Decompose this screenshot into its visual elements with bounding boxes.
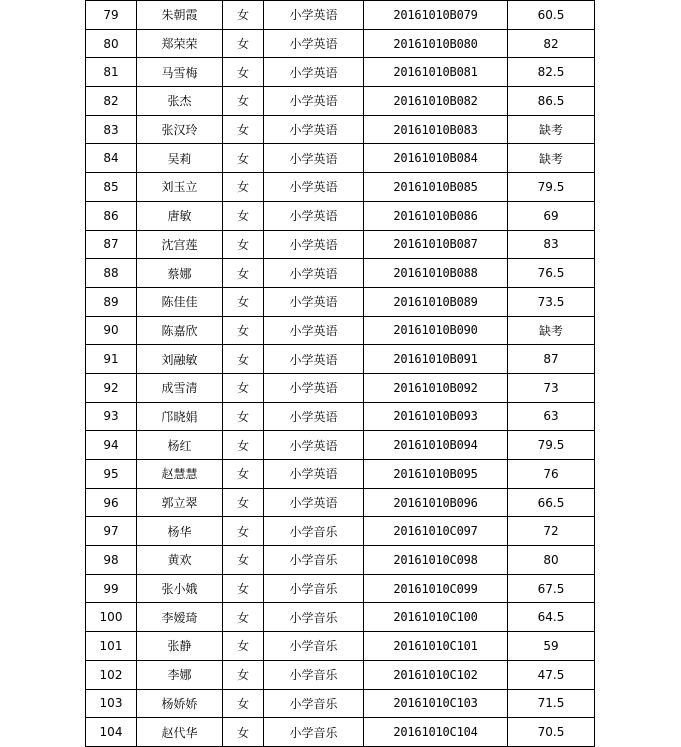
- subject-cell: 小学英语: [264, 201, 364, 230]
- row-number-cell: 103: [86, 689, 137, 718]
- score-cell: 86.5: [508, 87, 595, 116]
- gender-cell: 女: [223, 546, 264, 575]
- subject-cell: 小学音乐: [264, 689, 364, 718]
- name-cell: 陈嘉欣: [137, 316, 223, 345]
- exam-id-cell: 20161010B082: [364, 87, 508, 116]
- table-row: [86, 316, 595, 345]
- table-row: [86, 431, 595, 460]
- row-number-cell: 96: [86, 488, 137, 517]
- gender-cell: 女: [223, 603, 264, 632]
- name-cell: 成雪清: [137, 373, 223, 402]
- subject-cell: 小学音乐: [264, 574, 364, 603]
- exam-id-cell: 20161010C102: [364, 660, 508, 689]
- gender-cell: 女: [223, 115, 264, 144]
- subject-cell: 小学英语: [264, 373, 364, 402]
- subject-cell: 小学音乐: [264, 603, 364, 632]
- name-cell: 吴莉: [137, 144, 223, 173]
- subject-cell: 小学音乐: [264, 718, 364, 747]
- gender-cell: 女: [223, 316, 264, 345]
- gender-cell: 女: [223, 1, 264, 30]
- name-cell: 郑荣荣: [137, 29, 223, 58]
- table-row: [86, 115, 595, 144]
- row-number-cell: 97: [86, 517, 137, 546]
- row-number-cell: 99: [86, 574, 137, 603]
- gender-cell: 女: [223, 345, 264, 374]
- score-cell: 69: [508, 201, 595, 230]
- score-cell: 76.5: [508, 259, 595, 288]
- score-cell: 67.5: [508, 574, 595, 603]
- exam-id-cell: 20161010B083: [364, 115, 508, 144]
- subject-cell: 小学英语: [264, 58, 364, 87]
- gender-cell: 女: [223, 689, 264, 718]
- gender-cell: 女: [223, 173, 264, 202]
- gender-cell: 女: [223, 431, 264, 460]
- row-number-cell: 95: [86, 460, 137, 489]
- subject-cell: 小学英语: [264, 488, 364, 517]
- name-cell: 张汉玲: [137, 115, 223, 144]
- exam-id-cell: 20161010B089: [364, 287, 508, 316]
- table-row: [86, 546, 595, 575]
- exam-id-cell: 20161010B088: [364, 259, 508, 288]
- row-number-cell: 104: [86, 718, 137, 747]
- exam-id-cell: 20161010B080: [364, 29, 508, 58]
- subject-cell: 小学英语: [264, 402, 364, 431]
- table-row: [86, 603, 595, 632]
- score-cell: 83: [508, 230, 595, 259]
- table-row: [86, 718, 595, 747]
- row-number-cell: 91: [86, 345, 137, 374]
- gender-cell: 女: [223, 373, 264, 402]
- exam-id-cell: 20161010B081: [364, 58, 508, 87]
- subject-cell: 小学英语: [264, 29, 364, 58]
- name-cell: 张小娥: [137, 574, 223, 603]
- subject-cell: 小学英语: [264, 431, 364, 460]
- table-row: [86, 402, 595, 431]
- score-table-body: [86, 1, 595, 747]
- score-cell: 80: [508, 546, 595, 575]
- exam-id-cell: 20161010B094: [364, 431, 508, 460]
- row-number-cell: 87: [86, 230, 137, 259]
- exam-id-cell: 20161010B085: [364, 173, 508, 202]
- row-number-cell: 85: [86, 173, 137, 202]
- exam-id-cell: 20161010C101: [364, 632, 508, 661]
- name-cell: 唐敏: [137, 201, 223, 230]
- exam-id-cell: 20161010C100: [364, 603, 508, 632]
- name-cell: 邝晓娟: [137, 402, 223, 431]
- subject-cell: 小学英语: [264, 173, 364, 202]
- table-row: [86, 287, 595, 316]
- table-row: [86, 488, 595, 517]
- exam-id-cell: 20161010B086: [364, 201, 508, 230]
- gender-cell: 女: [223, 144, 264, 173]
- score-cell: 72: [508, 517, 595, 546]
- table-row: [86, 345, 595, 374]
- row-number-cell: 92: [86, 373, 137, 402]
- gender-cell: 女: [223, 287, 264, 316]
- row-number-cell: 102: [86, 660, 137, 689]
- subject-cell: 小学英语: [264, 345, 364, 374]
- table-row: [86, 460, 595, 489]
- row-number-cell: 86: [86, 201, 137, 230]
- table-row: [86, 230, 595, 259]
- table-row: [86, 517, 595, 546]
- subject-cell: 小学音乐: [264, 517, 364, 546]
- score-cell: 73: [508, 373, 595, 402]
- gender-cell: 女: [223, 488, 264, 517]
- score-cell: 79.5: [508, 173, 595, 202]
- exam-id-cell: 20161010B096: [364, 488, 508, 517]
- row-number-cell: 81: [86, 58, 137, 87]
- row-number-cell: 83: [86, 115, 137, 144]
- name-cell: 朱朝霞: [137, 1, 223, 30]
- score-cell: 82: [508, 29, 595, 58]
- table-row: [86, 58, 595, 87]
- subject-cell: 小学英语: [264, 259, 364, 288]
- name-cell: 郭立翠: [137, 488, 223, 517]
- exam-id-cell: 20161010C098: [364, 546, 508, 575]
- gender-cell: 女: [223, 402, 264, 431]
- exam-id-cell: 20161010C097: [364, 517, 508, 546]
- name-cell: 刘玉立: [137, 173, 223, 202]
- row-number-cell: 100: [86, 603, 137, 632]
- subject-cell: 小学音乐: [264, 632, 364, 661]
- gender-cell: 女: [223, 29, 264, 58]
- score-cell: 82.5: [508, 58, 595, 87]
- name-cell: 马雪梅: [137, 58, 223, 87]
- score-cell: 79.5: [508, 431, 595, 460]
- score-cell: 缺考: [508, 115, 595, 144]
- table-row: [86, 660, 595, 689]
- score-cell: 缺考: [508, 316, 595, 345]
- name-cell: 刘融敏: [137, 345, 223, 374]
- score-cell: 70.5: [508, 718, 595, 747]
- row-number-cell: 98: [86, 546, 137, 575]
- gender-cell: 女: [223, 517, 264, 546]
- row-number-cell: 101: [86, 632, 137, 661]
- table-row: [86, 632, 595, 661]
- gender-cell: 女: [223, 718, 264, 747]
- table-row: [86, 201, 595, 230]
- score-cell: 缺考: [508, 144, 595, 173]
- subject-cell: 小学英语: [264, 115, 364, 144]
- exam-id-cell: 20161010B087: [364, 230, 508, 259]
- row-number-cell: 89: [86, 287, 137, 316]
- row-number-cell: 88: [86, 259, 137, 288]
- score-cell: 76: [508, 460, 595, 489]
- gender-cell: 女: [223, 574, 264, 603]
- subject-cell: 小学英语: [264, 230, 364, 259]
- exam-id-cell: 20161010B091: [364, 345, 508, 374]
- subject-cell: 小学英语: [264, 287, 364, 316]
- row-number-cell: 82: [86, 87, 137, 116]
- exam-id-cell: 20161010B084: [364, 144, 508, 173]
- row-number-cell: 84: [86, 144, 137, 173]
- exam-id-cell: 20161010C099: [364, 574, 508, 603]
- table-row: [86, 29, 595, 58]
- table-row: [86, 1, 595, 30]
- score-cell: 73.5: [508, 287, 595, 316]
- gender-cell: 女: [223, 259, 264, 288]
- exam-id-cell: 20161010C104: [364, 718, 508, 747]
- name-cell: 李嫒琦: [137, 603, 223, 632]
- exam-id-cell: 20161010B093: [364, 402, 508, 431]
- subject-cell: 小学音乐: [264, 546, 364, 575]
- name-cell: 李娜: [137, 660, 223, 689]
- subject-cell: 小学英语: [264, 144, 364, 173]
- exam-id-cell: 20161010C103: [364, 689, 508, 718]
- name-cell: 赵慧慧: [137, 460, 223, 489]
- gender-cell: 女: [223, 660, 264, 689]
- gender-cell: 女: [223, 632, 264, 661]
- name-cell: 杨红: [137, 431, 223, 460]
- table-row: [86, 173, 595, 202]
- subject-cell: 小学英语: [264, 316, 364, 345]
- gender-cell: 女: [223, 87, 264, 116]
- table-row: [86, 259, 595, 288]
- name-cell: 杨娇娇: [137, 689, 223, 718]
- subject-cell: 小学音乐: [264, 660, 364, 689]
- name-cell: 张静: [137, 632, 223, 661]
- row-number-cell: 80: [86, 29, 137, 58]
- exam-id-cell: 20161010B079: [364, 1, 508, 30]
- exam-id-cell: 20161010B090: [364, 316, 508, 345]
- table-row: [86, 87, 595, 116]
- score-cell: 60.5: [508, 1, 595, 30]
- score-cell: 71.5: [508, 689, 595, 718]
- table-row: [86, 574, 595, 603]
- gender-cell: 女: [223, 460, 264, 489]
- name-cell: 杨华: [137, 517, 223, 546]
- row-number-cell: 79: [86, 1, 137, 30]
- subject-cell: 小学英语: [264, 460, 364, 489]
- subject-cell: 小学英语: [264, 87, 364, 116]
- gender-cell: 女: [223, 58, 264, 87]
- table-row: [86, 373, 595, 402]
- name-cell: 张杰: [137, 87, 223, 116]
- exam-id-cell: 20161010B092: [364, 373, 508, 402]
- gender-cell: 女: [223, 230, 264, 259]
- name-cell: 蔡娜: [137, 259, 223, 288]
- row-number-cell: 94: [86, 431, 137, 460]
- row-number-cell: 93: [86, 402, 137, 431]
- exam-id-cell: 20161010B095: [364, 460, 508, 489]
- name-cell: 沈宫莲: [137, 230, 223, 259]
- row-number-cell: 90: [86, 316, 137, 345]
- subject-cell: 小学英语: [264, 1, 364, 30]
- score-cell: 63: [508, 402, 595, 431]
- score-cell: 59: [508, 632, 595, 661]
- score-table: [85, 0, 595, 747]
- score-cell: 66.5: [508, 488, 595, 517]
- score-cell: 87: [508, 345, 595, 374]
- name-cell: 赵代华: [137, 718, 223, 747]
- table-row: [86, 144, 595, 173]
- table-row: [86, 689, 595, 718]
- name-cell: 黄欢: [137, 546, 223, 575]
- score-cell: 64.5: [508, 603, 595, 632]
- name-cell: 陈佳佳: [137, 287, 223, 316]
- gender-cell: 女: [223, 201, 264, 230]
- score-cell: 47.5: [508, 660, 595, 689]
